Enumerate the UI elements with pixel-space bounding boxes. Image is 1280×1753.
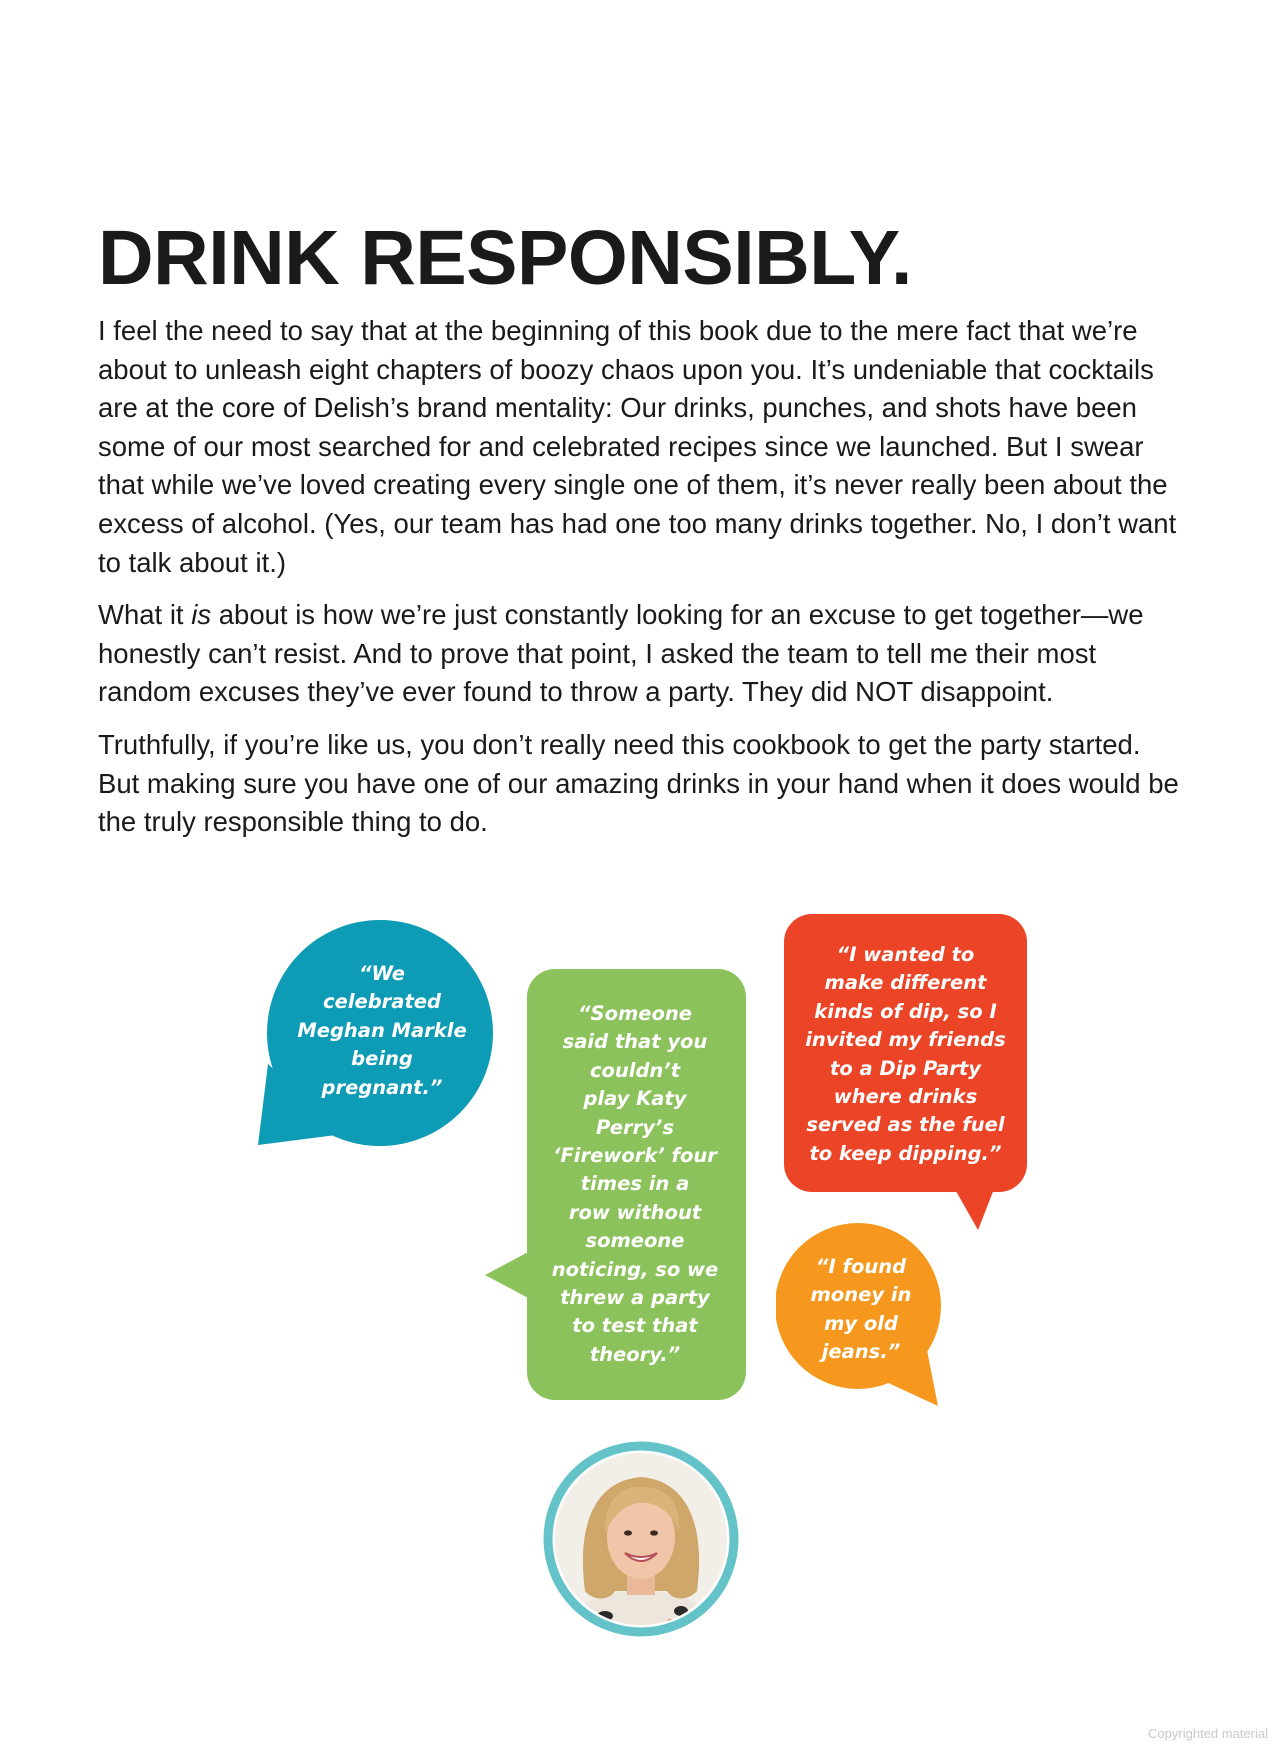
intro-text [98, 312, 1188, 856]
intro-paragraph-3: Truthfully, if you’re like us, you don’t really need this cookbook to get the party started. But making sure you have one of our amazing drinks in your hand when it does would be the truly responsible thing to do. [98, 728, 1179, 838]
intro-paragraph-1: I feel the need to say that at the beginning of this book due to the mere fact that we’re about to unleash eight chapters of boozy chaos upon you. It’s undeniable that cocktails are at the core of Delish’s brand mentality: Our drinks, punches, and shots have been some of our most searched for and celebrated recipes since we launched. But I swear that while we’ve loved creating every single one of them, it’s never really been about the excess of alcohol. (Yes, our team has had one too many drinks together. No, I don’t want to talk about it.) [98, 315, 1177, 578]
intro-paragraph-2 [98, 596, 1188, 712]
author-avatar [543, 1441, 739, 1637]
author-photo [543, 1441, 739, 1637]
quote-bubble-red-tail [952, 1184, 996, 1230]
intro-paragraph-2-start: What it [98, 599, 192, 631]
quote-text-orange: “I found money in my old jeans.” [810, 1255, 912, 1364]
quote-text-green: “Someone said that you couldn’t play Katy Perry’s ‘Firework’ four times in a row without someone noticing, so we threw a party to test that theory.” [551, 1002, 719, 1366]
intro-paragraph-2-emphasis: is [191, 599, 212, 631]
quote-text-red: “I wanted to make different kinds of dip, so I invited my friends to a Dip Party where drinks served as the fuel to keep dipping.” [805, 943, 1006, 1165]
copyright-watermark: Copyrighted material [1148, 1726, 1268, 1741]
page-heading: DRINK RESPONSIBLY. [98, 215, 912, 301]
intro-paragraph-2-end: about is how we’re just constantly looking for an excuse to get together—we honestly can’t resist. And to prove that point, I asked the team to tell me their most random excuses they’ve ever found to throw a party. They did NOT disappoint. [98, 599, 1144, 708]
quote-bubble-green-tail [485, 1251, 530, 1299]
quote-text-blue: “We celebrated Meghan Markle being pregnant.” [297, 962, 467, 1099]
